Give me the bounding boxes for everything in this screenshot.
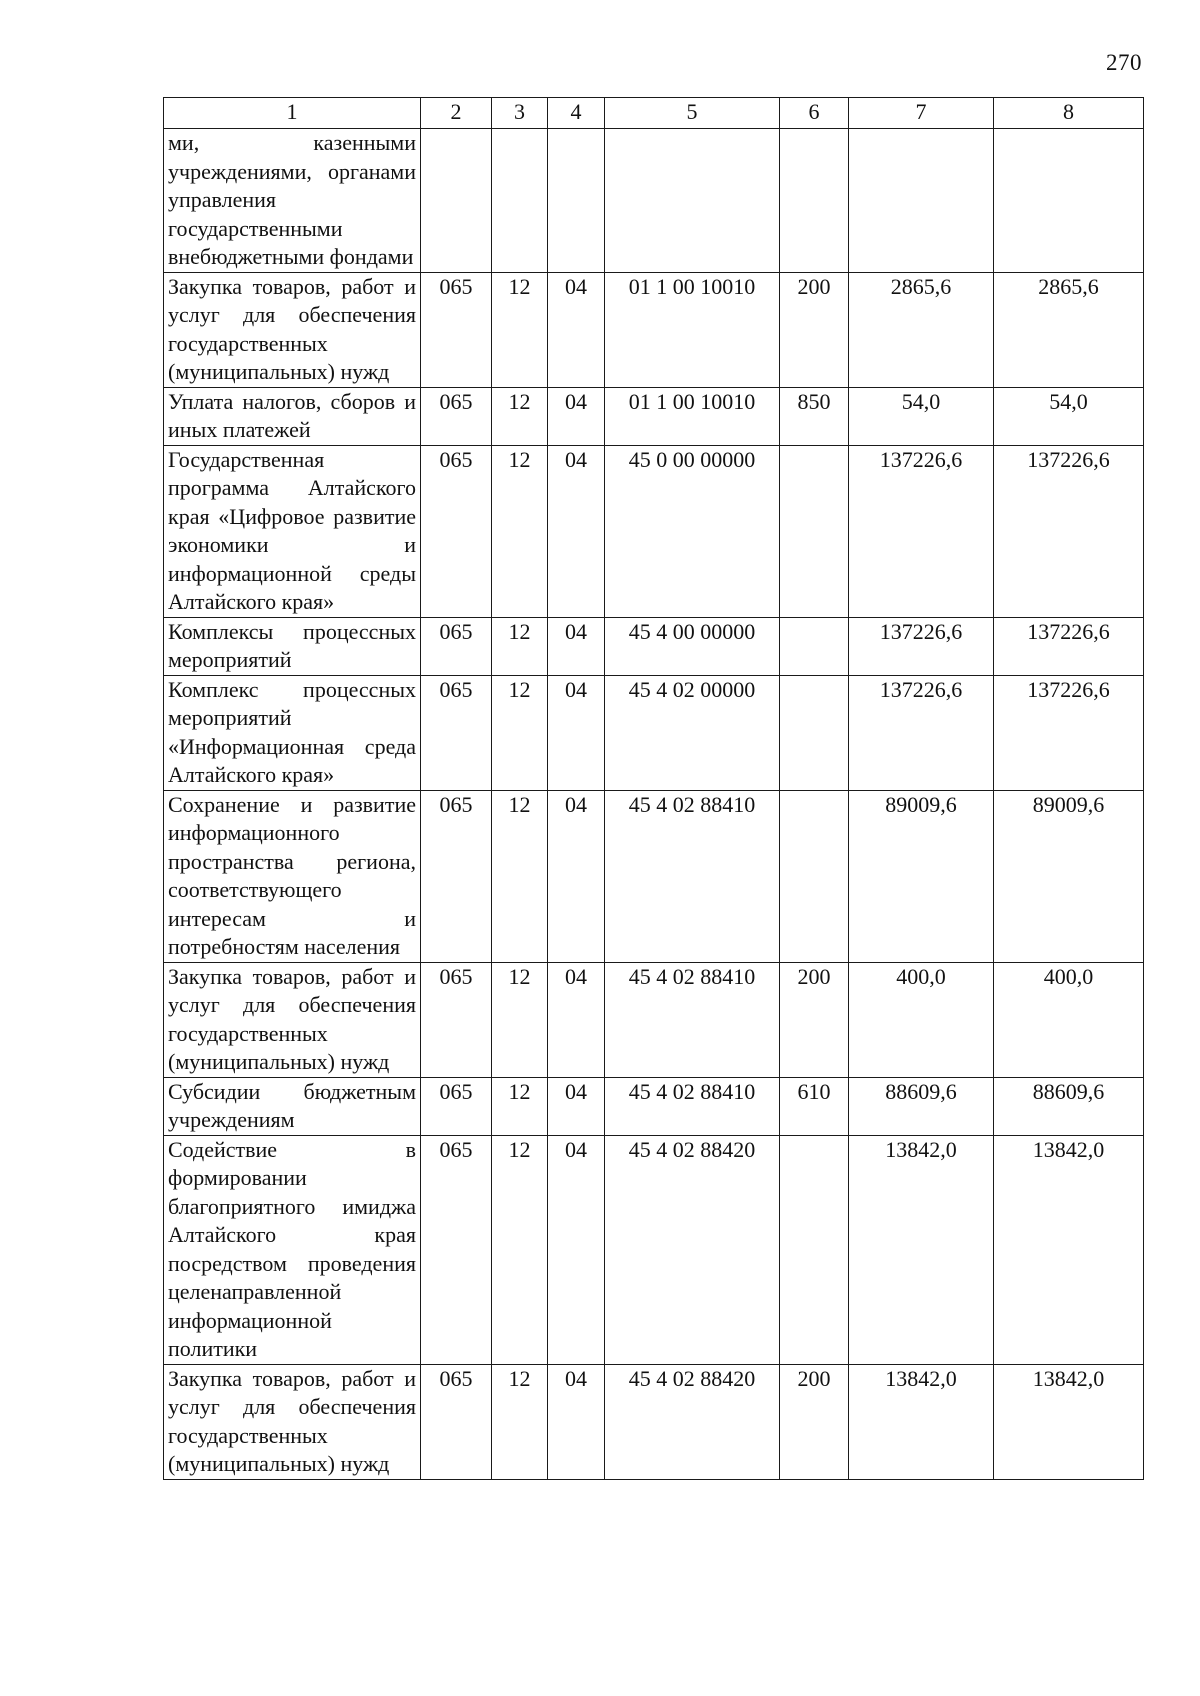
column-header: 3 bbox=[492, 98, 548, 129]
sum-column-7: 13842,0 bbox=[849, 1135, 994, 1364]
subsection-code: 04 bbox=[548, 445, 605, 617]
sum-column-7: 89009,6 bbox=[849, 790, 994, 962]
sum-column-8: 54,0 bbox=[994, 387, 1144, 445]
sum-column-8: 88609,6 bbox=[994, 1077, 1144, 1135]
section-code: 12 bbox=[492, 1077, 548, 1135]
subsection-code: 04 bbox=[548, 387, 605, 445]
admin-code: 065 bbox=[421, 675, 492, 790]
target-code: 45 4 02 88420 bbox=[605, 1364, 780, 1479]
expense-type-code: 200 bbox=[780, 1364, 849, 1479]
admin-code: 065 bbox=[421, 790, 492, 962]
admin-code: 065 bbox=[421, 1077, 492, 1135]
admin-code: 065 bbox=[421, 1364, 492, 1479]
row-description: Субсидии бюджетным учреждениям bbox=[164, 1077, 421, 1135]
target-code: 45 4 00 00000 bbox=[605, 617, 780, 675]
sum-column-8: 13842,0 bbox=[994, 1135, 1144, 1364]
section-code: 12 bbox=[492, 790, 548, 962]
admin-code: 065 bbox=[421, 962, 492, 1077]
column-header: 4 bbox=[548, 98, 605, 129]
table-row bbox=[164, 962, 1144, 1077]
section-code bbox=[492, 129, 548, 273]
sum-column-7: 400,0 bbox=[849, 962, 994, 1077]
column-header: 6 bbox=[780, 98, 849, 129]
sum-column-8: 2865,6 bbox=[994, 272, 1144, 387]
section-code: 12 bbox=[492, 1364, 548, 1479]
table-row bbox=[164, 617, 1144, 675]
column-header: 8 bbox=[994, 98, 1144, 129]
expense-type-code: 850 bbox=[780, 387, 849, 445]
row-description: Сохранение и развитие информационного пространства региона, соответствующего интересам и потребностям населения bbox=[164, 790, 421, 962]
table-row bbox=[164, 1135, 1144, 1364]
sum-column-8: 400,0 bbox=[994, 962, 1144, 1077]
subsection-code: 04 bbox=[548, 675, 605, 790]
target-code: 45 4 02 88410 bbox=[605, 1077, 780, 1135]
row-description: Закупка товаров, работ и услуг для обеспечения государственных (муниципальных) нужд bbox=[164, 1364, 421, 1479]
table-row bbox=[164, 1077, 1144, 1135]
table-row bbox=[164, 387, 1144, 445]
expense-type-code bbox=[780, 129, 849, 273]
subsection-code: 04 bbox=[548, 1364, 605, 1479]
admin-code: 065 bbox=[421, 445, 492, 617]
subsection-code: 04 bbox=[548, 272, 605, 387]
table-row bbox=[164, 790, 1144, 962]
table-row bbox=[164, 129, 1144, 273]
sum-column-7 bbox=[849, 129, 994, 273]
admin-code bbox=[421, 129, 492, 273]
sum-column-8: 137226,6 bbox=[994, 445, 1144, 617]
subsection-code: 04 bbox=[548, 617, 605, 675]
subsection-code: 04 bbox=[548, 962, 605, 1077]
row-description: Содействие в формировании благоприятного имиджа Алтайского края посредством проведения целенаправленной информационной политики bbox=[164, 1135, 421, 1364]
sum-column-7: 54,0 bbox=[849, 387, 994, 445]
expense-type-code bbox=[780, 790, 849, 962]
section-code: 12 bbox=[492, 962, 548, 1077]
expense-type-code: 200 bbox=[780, 272, 849, 387]
table-row bbox=[164, 272, 1144, 387]
column-header: 7 bbox=[849, 98, 994, 129]
column-header: 5 bbox=[605, 98, 780, 129]
row-description: Государственная программа Алтайского края «Цифровое развитие экономики и информационной среды Алтайского края» bbox=[164, 445, 421, 617]
target-code: 45 4 02 88410 bbox=[605, 962, 780, 1077]
budget-table bbox=[163, 97, 1144, 1480]
row-description: ми, казенными учреждениями, органами управления государственными внебюджетными фондами bbox=[164, 129, 421, 273]
subsection-code bbox=[548, 129, 605, 273]
target-code: 45 0 00 00000 bbox=[605, 445, 780, 617]
target-code: 01 1 00 10010 bbox=[605, 272, 780, 387]
column-header: 1 bbox=[164, 98, 421, 129]
target-code: 45 4 02 88420 bbox=[605, 1135, 780, 1364]
subsection-code: 04 bbox=[548, 1135, 605, 1364]
row-description: Комплекс процессных мероприятий «Информационная среда Алтайского края» bbox=[164, 675, 421, 790]
admin-code: 065 bbox=[421, 387, 492, 445]
section-code: 12 bbox=[492, 445, 548, 617]
sum-column-7: 13842,0 bbox=[849, 1364, 994, 1479]
expense-type-code bbox=[780, 617, 849, 675]
sum-column-8 bbox=[994, 129, 1144, 273]
admin-code: 065 bbox=[421, 272, 492, 387]
section-code: 12 bbox=[492, 1135, 548, 1364]
admin-code: 065 bbox=[421, 617, 492, 675]
page-number: 270 bbox=[1106, 50, 1142, 75]
row-description: Уплата налогов, сборов и иных платежей bbox=[164, 387, 421, 445]
sum-column-7: 137226,6 bbox=[849, 675, 994, 790]
sum-column-8: 89009,6 bbox=[994, 790, 1144, 962]
expense-type-code bbox=[780, 675, 849, 790]
row-description: Комплексы процессных мероприятий bbox=[164, 617, 421, 675]
sum-column-8: 137226,6 bbox=[994, 675, 1144, 790]
target-code: 45 4 02 00000 bbox=[605, 675, 780, 790]
sum-column-8: 13842,0 bbox=[994, 1364, 1144, 1479]
section-code: 12 bbox=[492, 675, 548, 790]
row-description: Закупка товаров, работ и услуг для обеспечения государственных (муниципальных) нужд bbox=[164, 272, 421, 387]
admin-code: 065 bbox=[421, 1135, 492, 1364]
table-row bbox=[164, 675, 1144, 790]
sum-column-7: 2865,6 bbox=[849, 272, 994, 387]
sum-column-7: 137226,6 bbox=[849, 617, 994, 675]
table-row bbox=[164, 1364, 1144, 1479]
expense-type-code: 610 bbox=[780, 1077, 849, 1135]
expense-type-code bbox=[780, 445, 849, 617]
sum-column-8: 137226,6 bbox=[994, 617, 1144, 675]
target-code: 01 1 00 10010 bbox=[605, 387, 780, 445]
row-description: Закупка товаров, работ и услуг для обеспечения государственных (муниципальных) нужд bbox=[164, 962, 421, 1077]
sum-column-7: 88609,6 bbox=[849, 1077, 994, 1135]
section-code: 12 bbox=[492, 272, 548, 387]
subsection-code: 04 bbox=[548, 1077, 605, 1135]
section-code: 12 bbox=[492, 387, 548, 445]
table-header-row bbox=[164, 98, 1144, 129]
expense-type-code: 200 bbox=[780, 962, 849, 1077]
sum-column-7: 137226,6 bbox=[849, 445, 994, 617]
subsection-code: 04 bbox=[548, 790, 605, 962]
target-code: 45 4 02 88410 bbox=[605, 790, 780, 962]
target-code bbox=[605, 129, 780, 273]
column-header: 2 bbox=[421, 98, 492, 129]
expense-type-code bbox=[780, 1135, 849, 1364]
section-code: 12 bbox=[492, 617, 548, 675]
table-row bbox=[164, 445, 1144, 617]
